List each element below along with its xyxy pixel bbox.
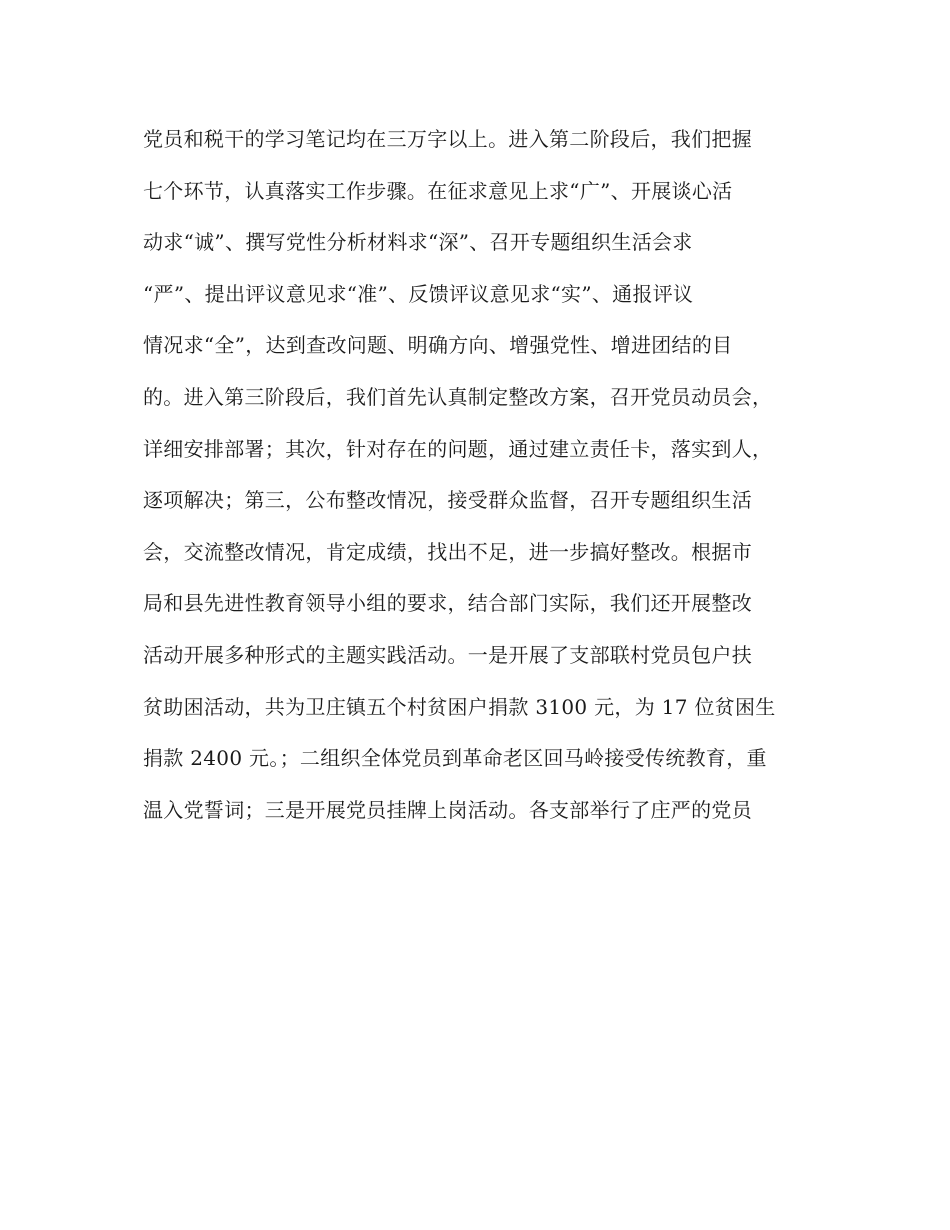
text-line-8: 逐项解决；第三，公布整改情况，接受群众监督，召开专题组织生活 <box>143 488 752 513</box>
text-line-12: 贫助困活动，共为卫庄镇五个村贫困户捐款 3100 元，为 17 位贫困生 <box>143 694 776 719</box>
text-line-11: 活动开展多种形式的主题实践活动。一是开展了支部联村党员包户扶 <box>143 642 752 667</box>
text-line-9: 会，交流整改情况，肯定成绩，找出不足，进一步搞好整改。根据市 <box>143 539 752 564</box>
text-line-13: 捐款 2400 元。；二组织全体党员到革命老区回马岭接受传统教育，重 <box>143 746 767 771</box>
text-line-14: 温入党誓词；三是开展党员挂牌上岗活动。各支部举行了庄严的党员 <box>143 797 752 822</box>
text-line-7: 详细安排部署；其次，针对存在的问题，通过建立责任卡，落实到人， <box>143 436 773 461</box>
text-line-2: 七个环节，认真落实工作步骤。在征求意见上求“广”、开展谈心活 <box>143 178 733 203</box>
text-line-6: 的。进入第三阶段后，我们首先认真制定整改方案，召开党员动员会， <box>143 384 773 409</box>
text-line-3: 动求“诚”、撰写党性分析材料求“深”、召开专题组织生活会求 <box>143 230 693 255</box>
body-paragraph <box>143 114 813 836</box>
text-line-10: 局和县先进性教育领导小组的要求，结合部门实际，我们还开展整改 <box>143 591 752 616</box>
text-line-4: “严”、提出评议意见求“准”、反馈评议意见求“实”、通报评议 <box>143 281 694 306</box>
text-line-5: 情况求“全”，达到查改问题、明确方向、增强党性、增进团结的目 <box>143 333 733 358</box>
text-line-1: 党员和税干的学习笔记均在三万字以上。进入第二阶段后，我们把握 <box>143 127 752 151</box>
